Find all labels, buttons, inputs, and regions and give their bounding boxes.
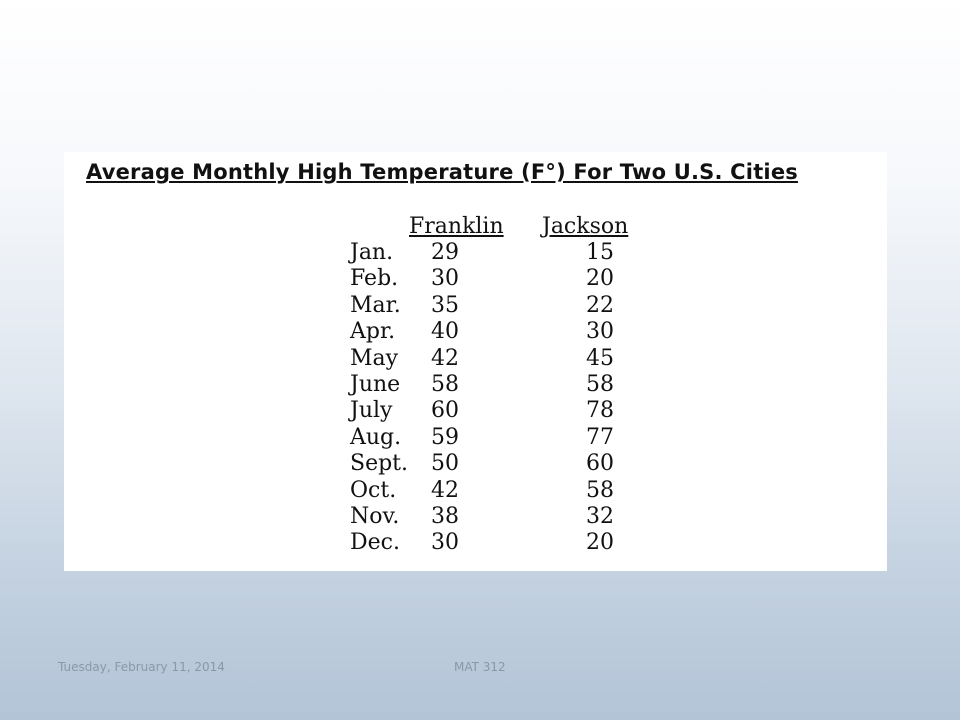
- month-cell: Apr.: [350, 319, 396, 345]
- jackson-value-cell: 20: [586, 530, 614, 556]
- month-cell: Jan.: [350, 240, 394, 265]
- month-cell: Aug.: [350, 424, 402, 450]
- month-cell: Dec.: [350, 530, 400, 556]
- franklin-value-cell: 38: [431, 504, 459, 529]
- franklin-value-cell: 58: [431, 372, 459, 397]
- jackson-value-cell: 77: [586, 424, 614, 450]
- jackson-value-cell: 78: [586, 398, 614, 424]
- franklin-value-cell: 40: [431, 319, 459, 345]
- jackson-value-cell: 30: [586, 319, 614, 345]
- table-row: [64, 346, 887, 372]
- table-image-panel: [64, 152, 887, 571]
- table-row: [64, 425, 887, 451]
- table-row: [64, 372, 887, 398]
- jackson-value-cell: 45: [586, 345, 614, 371]
- footer-date: Tuesday, February 11, 2014: [58, 660, 225, 674]
- jackson-value-cell: 15: [586, 240, 614, 265]
- jackson-value-cell: 60: [586, 451, 614, 477]
- table-row: [64, 240, 887, 266]
- footer-course: MAT 312: [454, 660, 506, 674]
- month-cell: July: [350, 398, 393, 424]
- month-cell: Nov.: [350, 504, 400, 529]
- table-row: [64, 398, 887, 424]
- jackson-value-cell: 22: [586, 292, 614, 318]
- month-cell: Sept.: [350, 451, 409, 477]
- table-row: [64, 504, 887, 530]
- table-row: [64, 478, 887, 504]
- month-cell: June: [350, 372, 401, 397]
- jackson-value-cell: 58: [586, 372, 614, 397]
- franklin-value-cell: 50: [431, 451, 459, 477]
- table-row: [64, 319, 887, 345]
- jackson-value-cell: 58: [586, 477, 614, 503]
- month-cell: Oct.: [350, 477, 397, 503]
- column-header-jackson: Jackson: [542, 214, 629, 239]
- table-row: [64, 293, 887, 319]
- franklin-value-cell: 42: [431, 477, 459, 503]
- franklin-value-cell: 29: [431, 240, 459, 265]
- table-title: Average Monthly High Temperature (F°) For Two U.S. Cities: [86, 160, 798, 184]
- franklin-value-cell: 35: [431, 292, 459, 318]
- franklin-value-cell: 30: [431, 266, 459, 292]
- franklin-value-cell: 60: [431, 398, 459, 424]
- column-header-franklin: Franklin: [409, 214, 504, 239]
- jackson-value-cell: 32: [586, 504, 614, 529]
- month-cell: May: [350, 345, 399, 371]
- jackson-value-cell: 20: [586, 266, 614, 292]
- franklin-value-cell: 59: [431, 424, 459, 450]
- month-cell: Mar.: [350, 292, 401, 318]
- table-row: [64, 530, 887, 556]
- franklin-value-cell: 30: [431, 530, 459, 556]
- table-row: [64, 266, 887, 292]
- month-cell: Feb.: [350, 266, 399, 292]
- table-row: [64, 451, 887, 477]
- franklin-value-cell: 42: [431, 345, 459, 371]
